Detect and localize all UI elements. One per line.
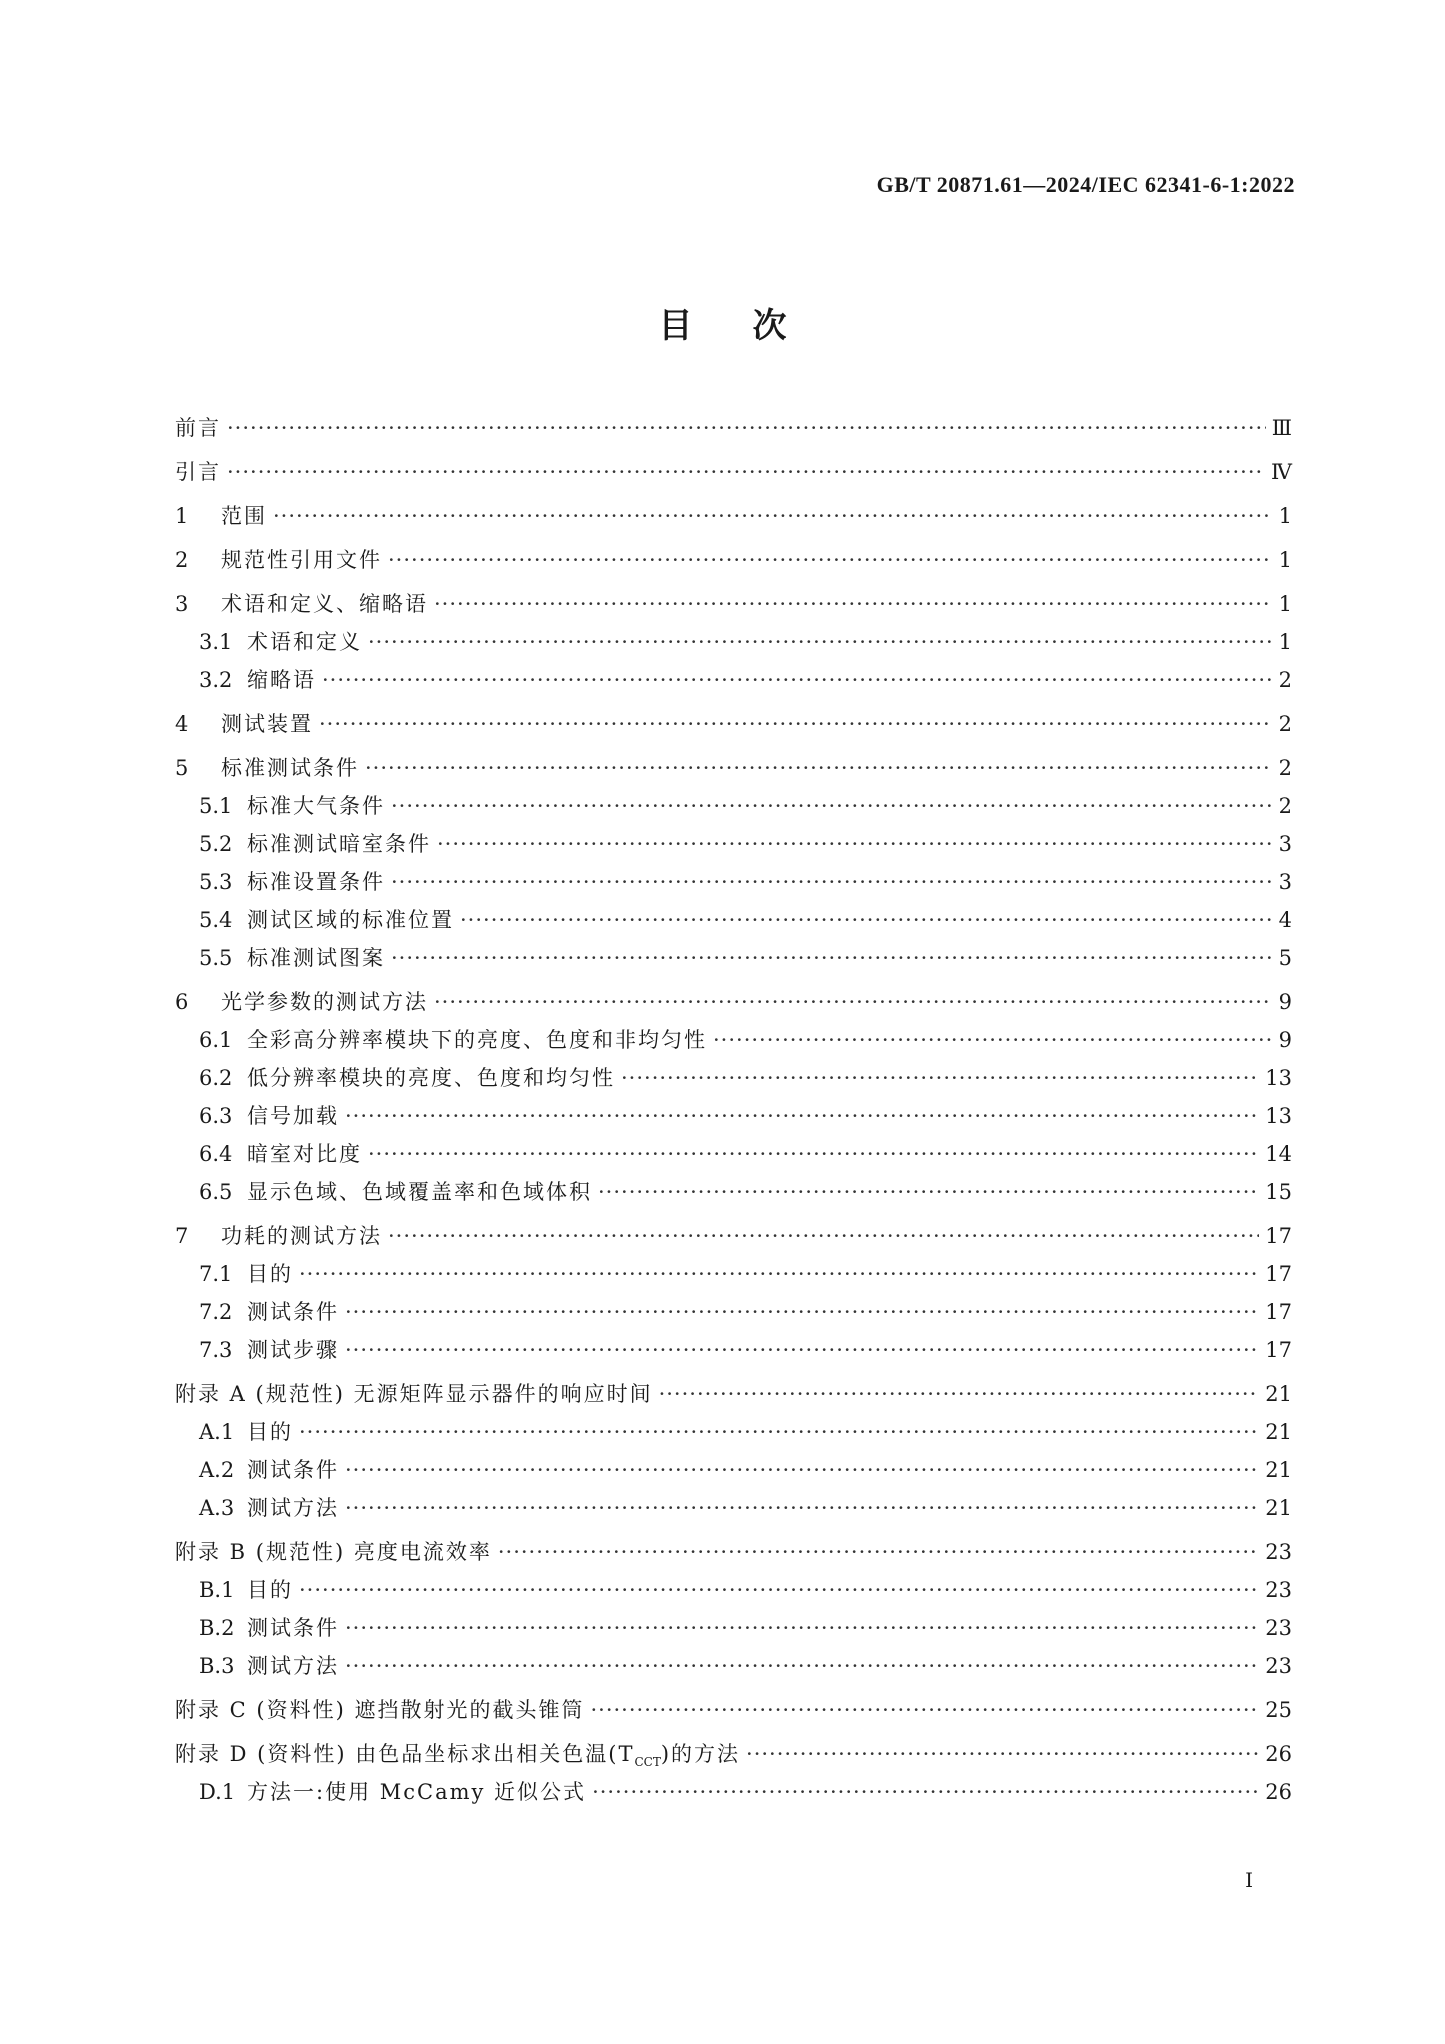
toc-page: 9 bbox=[1278, 1028, 1292, 1052]
toc-entry-a-3[interactable] bbox=[175, 1492, 1292, 1530]
toc-label: 标准设置条件 bbox=[247, 870, 385, 894]
toc-number: B.2 bbox=[199, 1616, 235, 1640]
toc-leader bbox=[388, 1224, 1259, 1248]
toc-page: 2 bbox=[1278, 794, 1292, 818]
toc-number: 5.1 bbox=[199, 794, 233, 818]
toc-entry-6-5[interactable] bbox=[175, 1176, 1292, 1214]
toc-leader bbox=[345, 1496, 1259, 1520]
toc-entry-3-2[interactable] bbox=[175, 664, 1292, 702]
toc-entry-4[interactable] bbox=[175, 708, 1292, 746]
toc-page: 21 bbox=[1265, 1496, 1292, 1520]
toc-page: 21 bbox=[1265, 1382, 1292, 1406]
toc-entry-6-1[interactable] bbox=[175, 1024, 1292, 1062]
toc-label-post: )的方法 bbox=[660, 1742, 741, 1766]
toc-leader bbox=[434, 592, 1272, 616]
toc-page: 21 bbox=[1265, 1458, 1292, 1482]
toc-label: 附录 C (资料性) 遮挡散射光的截头锥筒 bbox=[175, 1698, 585, 1722]
toc-number: 6.2 bbox=[199, 1066, 233, 1090]
toc-entry-annex-b[interactable] bbox=[175, 1536, 1292, 1574]
toc-entry-b-2[interactable] bbox=[175, 1612, 1292, 1650]
toc-entry-introduction[interactable] bbox=[175, 456, 1292, 494]
toc-entry-7-1[interactable] bbox=[175, 1258, 1292, 1296]
toc-entry-2[interactable] bbox=[175, 544, 1292, 582]
toc-number: B.1 bbox=[199, 1578, 235, 1602]
toc-leader bbox=[388, 548, 1272, 572]
toc-leader bbox=[299, 1262, 1259, 1286]
toc-label: 前言 bbox=[175, 416, 221, 440]
toc-page: 13 bbox=[1265, 1066, 1292, 1090]
toc-page: 26 bbox=[1265, 1780, 1292, 1804]
toc-entry-annex-d[interactable] bbox=[175, 1738, 1292, 1776]
toc-number: 5.5 bbox=[199, 946, 233, 970]
toc-leader bbox=[498, 1540, 1259, 1564]
toc-leader bbox=[345, 1104, 1259, 1128]
toc-entry-7-2[interactable] bbox=[175, 1296, 1292, 1334]
toc-entry-a-1[interactable] bbox=[175, 1416, 1292, 1454]
toc-leader bbox=[460, 908, 1272, 932]
toc-entry-annex-c[interactable] bbox=[175, 1694, 1292, 1732]
toc-page: 23 bbox=[1265, 1540, 1292, 1564]
toc-number: 4 bbox=[175, 712, 189, 736]
toc-number: 5.3 bbox=[199, 870, 233, 894]
toc-page: 23 bbox=[1265, 1616, 1292, 1640]
toc-entry-6-2[interactable] bbox=[175, 1062, 1292, 1100]
toc-label: 标准测试图案 bbox=[247, 946, 385, 970]
toc-number: A.2 bbox=[199, 1458, 235, 1482]
toc-entry-b-3[interactable] bbox=[175, 1650, 1292, 1688]
toc-page: 25 bbox=[1265, 1698, 1292, 1722]
toc-number: 5.2 bbox=[199, 832, 233, 856]
toc-label: 引言 bbox=[175, 460, 221, 484]
toc-leader bbox=[345, 1616, 1259, 1640]
toc-entry-5-3[interactable] bbox=[175, 866, 1292, 904]
toc-page: 5 bbox=[1278, 946, 1292, 970]
toc-label: 缩略语 bbox=[247, 668, 316, 692]
toc-leader bbox=[659, 1382, 1260, 1406]
toc-entry-6[interactable] bbox=[175, 986, 1292, 1024]
toc-entry-7-3[interactable] bbox=[175, 1334, 1292, 1372]
toc-page: 2 bbox=[1278, 712, 1292, 736]
toc-entry-5-2[interactable] bbox=[175, 828, 1292, 866]
toc-page: 14 bbox=[1265, 1142, 1292, 1166]
toc-label: 术语和定义 bbox=[247, 630, 362, 654]
document-code: GB/T 20871.61—2024/IEC 62341-6-1:2022 bbox=[876, 172, 1295, 197]
toc-leader bbox=[621, 1066, 1259, 1090]
page-title: 目次 bbox=[658, 306, 847, 346]
toc-leader bbox=[590, 1698, 1259, 1722]
toc-entry-d-1[interactable] bbox=[175, 1776, 1292, 1814]
toc-number: 6.4 bbox=[199, 1142, 233, 1166]
toc-page: 1 bbox=[1278, 592, 1292, 616]
toc-number: 7.3 bbox=[199, 1338, 233, 1362]
toc-leader bbox=[227, 416, 1266, 440]
toc-number: 6.5 bbox=[199, 1180, 233, 1204]
toc-leader bbox=[365, 756, 1272, 780]
toc-label: 范围 bbox=[221, 504, 267, 528]
cct-subscript: CCT bbox=[634, 1755, 661, 1770]
toc-leader bbox=[319, 712, 1272, 736]
toc-entry-3-1[interactable] bbox=[175, 626, 1292, 664]
toc-page: 17 bbox=[1265, 1262, 1292, 1286]
toc-leader bbox=[299, 1420, 1259, 1444]
toc-label: 暗室对比度 bbox=[247, 1142, 362, 1166]
toc-label: 目的 bbox=[247, 1578, 293, 1602]
toc-label: 术语和定义、缩略语 bbox=[221, 592, 428, 616]
toc-label: 测试方法 bbox=[247, 1496, 339, 1520]
toc-leader bbox=[368, 1142, 1259, 1166]
toc-number: 6.1 bbox=[199, 1028, 233, 1052]
toc-label: 附录 A (规范性) 无源矩阵显示器件的响应时间 bbox=[175, 1382, 653, 1406]
toc-page: 3 bbox=[1278, 832, 1292, 856]
toc-number: 3 bbox=[175, 592, 189, 616]
toc-entry-1[interactable] bbox=[175, 500, 1292, 538]
toc-leader bbox=[345, 1338, 1259, 1362]
toc-label: 附录 B (规范性) 亮度电流效率 bbox=[175, 1540, 492, 1564]
toc-label: 测试条件 bbox=[247, 1300, 339, 1324]
toc-number: 2 bbox=[175, 548, 189, 572]
toc-leader bbox=[437, 832, 1272, 856]
page-number: I bbox=[1245, 1868, 1253, 1892]
toc-page: 21 bbox=[1265, 1420, 1292, 1444]
toc-page: 1 bbox=[1278, 504, 1292, 528]
toc-entry-7[interactable] bbox=[175, 1220, 1292, 1258]
toc-label: 标准大气条件 bbox=[247, 794, 385, 818]
toc-page: 26 bbox=[1265, 1742, 1292, 1766]
toc-entry-6-3[interactable] bbox=[175, 1100, 1292, 1138]
toc-label: 测试条件 bbox=[247, 1616, 339, 1640]
toc-label: 测试步骤 bbox=[247, 1338, 339, 1362]
toc-number: B.3 bbox=[199, 1654, 235, 1678]
toc-page: 23 bbox=[1265, 1578, 1292, 1602]
toc-number: 7.1 bbox=[199, 1262, 233, 1286]
toc-page: 9 bbox=[1278, 990, 1292, 1014]
toc-leader bbox=[227, 460, 1265, 484]
toc-leader bbox=[299, 1578, 1259, 1602]
toc-label: 测试装置 bbox=[221, 712, 313, 736]
toc-leader bbox=[434, 990, 1272, 1014]
toc-label: 信号加载 bbox=[247, 1104, 339, 1128]
toc-entry-annex-a[interactable] bbox=[175, 1378, 1292, 1416]
toc-label: 显示色域、色域覆盖率和色域体积 bbox=[247, 1180, 592, 1204]
toc-leader bbox=[391, 946, 1272, 970]
toc-entry-5[interactable] bbox=[175, 752, 1292, 790]
toc-label-pre: 附录 D (资料性) 由色品坐标求出相关色温(T bbox=[175, 1742, 635, 1766]
toc-number: 6.3 bbox=[199, 1104, 233, 1128]
toc-number: 3.2 bbox=[199, 668, 233, 692]
toc-number: A.3 bbox=[199, 1496, 235, 1520]
toc-page: 17 bbox=[1265, 1300, 1292, 1324]
toc-entry-b-1[interactable] bbox=[175, 1574, 1292, 1612]
toc-entry-5-5[interactable] bbox=[175, 942, 1292, 980]
toc-number: 3.1 bbox=[199, 630, 233, 654]
toc-entry-foreword[interactable] bbox=[175, 412, 1292, 450]
toc-label: 目的 bbox=[247, 1262, 293, 1286]
toc-label: 目的 bbox=[247, 1420, 293, 1444]
toc-entry-5-1[interactable] bbox=[175, 790, 1292, 828]
toc-leader bbox=[345, 1458, 1259, 1482]
toc-page: 17 bbox=[1265, 1224, 1292, 1248]
toc-leader bbox=[746, 1742, 1259, 1766]
toc-page: 23 bbox=[1265, 1654, 1292, 1678]
toc-leader bbox=[273, 504, 1272, 528]
toc-label: 测试区域的标准位置 bbox=[247, 908, 454, 932]
toc-leader bbox=[713, 1028, 1272, 1052]
toc-page: 17 bbox=[1265, 1338, 1292, 1362]
toc-page: 13 bbox=[1265, 1104, 1292, 1128]
toc-leader bbox=[345, 1654, 1259, 1678]
toc-page: Ⅳ bbox=[1271, 460, 1292, 484]
toc-entry-3[interactable] bbox=[175, 588, 1292, 626]
toc-leader bbox=[368, 630, 1272, 654]
toc-label: 低分辨率模块的亮度、色度和均匀性 bbox=[247, 1066, 615, 1090]
toc-label: 规范性引用文件 bbox=[221, 548, 382, 572]
toc-label bbox=[175, 1738, 740, 1769]
toc-label: 标准测试暗室条件 bbox=[247, 832, 431, 856]
toc-page: 2 bbox=[1278, 756, 1292, 780]
toc-leader bbox=[391, 794, 1272, 818]
toc-entry-6-4[interactable] bbox=[175, 1138, 1292, 1176]
toc-label: 方法一:使用 McCamy 近似公式 bbox=[247, 1780, 587, 1804]
toc-page: 3 bbox=[1278, 870, 1292, 894]
toc-leader bbox=[322, 668, 1272, 692]
toc-leader bbox=[391, 870, 1272, 894]
toc-leader bbox=[345, 1300, 1259, 1324]
toc-label: 标准测试条件 bbox=[221, 756, 359, 780]
toc-page: Ⅲ bbox=[1271, 416, 1292, 440]
table-of-contents bbox=[175, 412, 1292, 1814]
toc-number: A.1 bbox=[199, 1420, 235, 1444]
toc-leader bbox=[598, 1180, 1259, 1204]
toc-label: 光学参数的测试方法 bbox=[221, 990, 428, 1014]
toc-label: 测试条件 bbox=[247, 1458, 339, 1482]
toc-page: 4 bbox=[1278, 908, 1292, 932]
toc-label: 测试方法 bbox=[247, 1654, 339, 1678]
toc-number: 1 bbox=[175, 504, 189, 528]
toc-entry-5-4[interactable] bbox=[175, 904, 1292, 942]
toc-number: 6 bbox=[175, 990, 189, 1014]
toc-label: 全彩高分辨率模块下的亮度、色度和非均匀性 bbox=[247, 1028, 707, 1052]
toc-page: 1 bbox=[1278, 630, 1292, 654]
toc-number: 7 bbox=[175, 1224, 189, 1248]
toc-page: 15 bbox=[1265, 1180, 1292, 1204]
toc-number: 5 bbox=[175, 756, 189, 780]
toc-page: 1 bbox=[1278, 548, 1292, 572]
toc-entry-a-2[interactable] bbox=[175, 1454, 1292, 1492]
toc-number: D.1 bbox=[199, 1780, 236, 1804]
toc-number: 5.4 bbox=[199, 908, 233, 932]
toc-number: 7.2 bbox=[199, 1300, 233, 1324]
toc-page: 2 bbox=[1278, 668, 1292, 692]
toc-label: 功耗的测试方法 bbox=[221, 1224, 382, 1248]
toc-leader bbox=[592, 1780, 1259, 1804]
